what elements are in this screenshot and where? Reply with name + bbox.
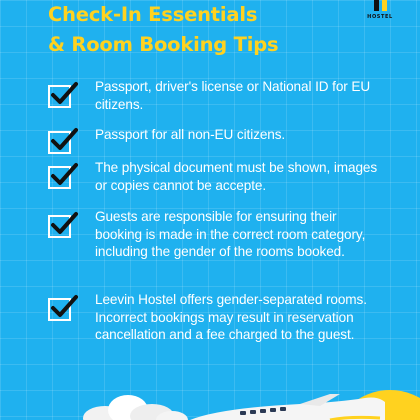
checklist-item-text: Guests are responsible for ensuring their booking is made in the correct room category, including the gender of the rooms booked.: [95, 209, 366, 259]
checkmark-icon: [49, 80, 79, 108]
checklist-item-text: Leevin Hostel offers gender-separated rooms. Incorrect bookings may result in reservation cancellation and a fee charged to the guest.: [95, 292, 367, 342]
checkbox-icon: [48, 81, 76, 109]
checkbox-icon: [48, 294, 76, 322]
title-line-1: Check-In Essentials: [48, 3, 258, 26]
airplane-icon: [180, 394, 390, 420]
logo-brand-text: HOSTEL: [367, 14, 393, 20]
cloud-icon: [80, 394, 190, 420]
checklist-item-text: Passport, driver's license or National ID for EU citizens.: [95, 79, 371, 112]
checklist-item: [48, 291, 383, 344]
title-line-2: & Room Booking Tips: [48, 33, 279, 56]
checkbox-icon: [48, 127, 76, 155]
logo-bar-yellow: [382, 0, 387, 11]
checkmark-icon: [49, 293, 79, 321]
page-title: [48, 0, 368, 60]
checklist-item: [48, 124, 383, 155]
checkbox-icon: [48, 211, 76, 239]
logo-bar-dark: [374, 0, 379, 11]
logo-mark-icon: [374, 0, 387, 11]
checkbox-icon: [48, 162, 76, 190]
checklist-item: [48, 208, 383, 261]
checkmark-icon: [49, 210, 79, 238]
checkmark-icon: [49, 126, 79, 154]
hostel-logo: [367, 0, 393, 26]
checklist-item-text: Passport for all non-EU citizens.: [95, 127, 286, 142]
checkmark-icon: [49, 161, 79, 189]
checklist-item-text: The physical document must be shown, images or copies cannot be accepte.: [95, 160, 378, 193]
checklist-item: [48, 159, 383, 194]
checklist-item: [48, 78, 383, 113]
